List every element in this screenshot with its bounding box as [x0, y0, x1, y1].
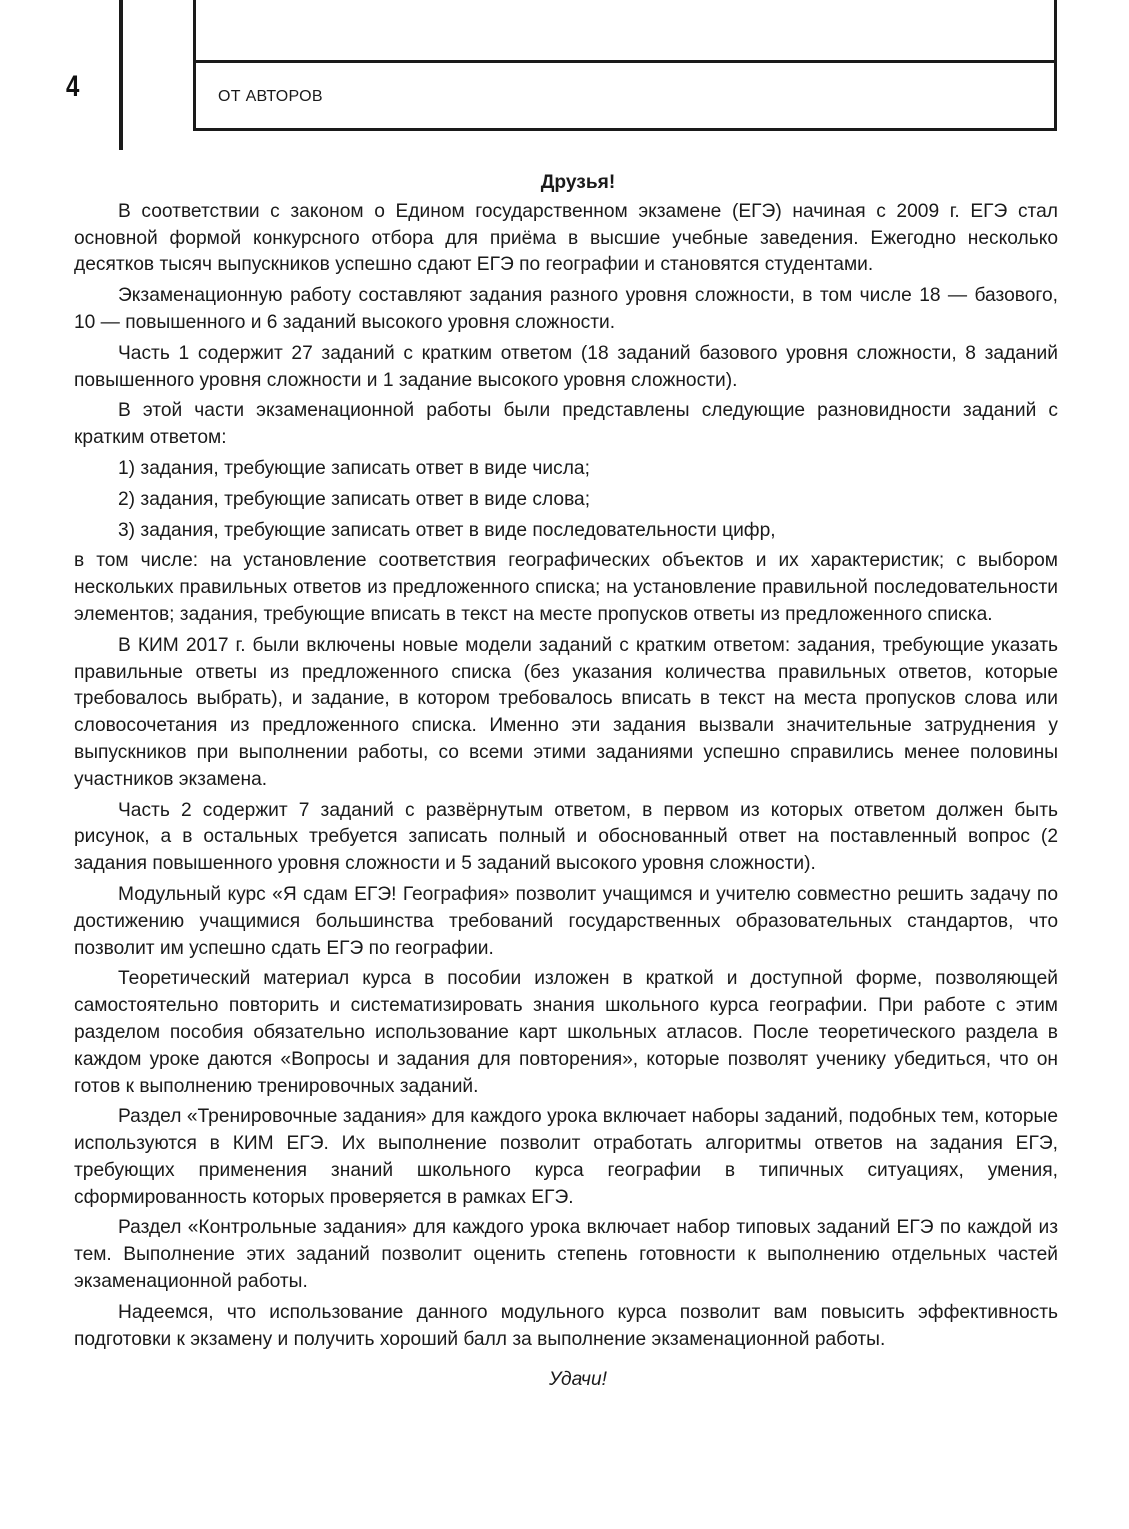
paragraph-kim-2017: В КИМ 2017 г. были включены новые модели заданий с кратким ответом: задания, требующие указать правильные ответы из предложенного списка (без указания количества правильных ответов, которые требовалось выбрать), и задание, в котором требовалось вписать в текст на места пропусков слова или словосочетания из предложенного списка. Именно эти задания вызвали значительные затруднения у выпускников при выполнении работы, со всеми этими заданиями успешно справились менее половины участников экзамена.: [74, 634, 1058, 790]
section-title: ОТ АВТОРОВ: [218, 88, 323, 105]
list-item-number: 1) задания, требующие записать ответ в виде числа;: [118, 457, 590, 479]
paragraph-course: Модульный курс «Я сдам ЕГЭ! География» позволит учащимся и учителю совместно решить задачу по достижению учащимися большинства требований государственных образовательных стандартов, что позволит им успешно сдать ЕГЭ по географии.: [74, 883, 1058, 959]
list-item-sequence: 3) задания, требующие записать ответ в виде последовательности цифр,: [118, 519, 776, 541]
header-box-divider: [196, 60, 1054, 63]
paragraph-part2: Часть 2 содержит 7 заданий с развёрнутым ответом, в первом из которых ответом должен быть рисунок, а в остальных требуется записать полный и обоснованный ответ на поставленный вопрос (2 задания повышенного уровня сложности и 5 заданий высокого уровня сложности).: [74, 799, 1058, 875]
closing: Удачи!: [549, 1369, 607, 1391]
paragraph-intro: В соответствии с законом о Едином государственном экзамене (ЕГЭ) начиная с 2009 г. ЕГЭ стал основной формой конкурсного отбора для приёма в высшие учебные заведения. Ежегодно несколько десятков тысяч выпускников успешно сдают ЕГЭ по географии и становятся студентами.: [74, 200, 1058, 276]
paragraph-structure: Экзаменационную работу составляют задания разного уровня сложности, в том числе 18 — базового, 10 — повышенного и 6 заданий высокого уровня сложности.: [74, 285, 1058, 333]
paragraph-theory: Теоретический материал курса в пособии изложен в краткой и доступной форме, позволяющей самостоятельно повторить и систематизировать знания школьного курса географии. При работе с этим разделом пособия обязательно использование карт школьных атласов. После теоретического раздела в каждом уроке даются «Вопросы и задания для повторения», которые позволят ученику убедиться, что он готов к выполнению тренировочных заданий.: [74, 968, 1058, 1097]
header-box: [193, 0, 1057, 131]
list-item-word: 2) задания, требующие записать ответ в виде слова;: [118, 488, 591, 510]
paragraph-including: в том числе: на установление соответствия географических объектов и их характеристик; с выбором нескольких правильных ответов из предложенного списка; на установление правильной последовательности элементов; задания, требующие вписать в текст на месте пропусков ответы из предложенного списка.: [74, 550, 1058, 625]
header-vertical-rule: [119, 0, 123, 150]
paragraph-conclusion: Надеемся, что использование данного модульного курса позволит вам повысить эффективность подготовки к экзамену и получить хороший балл за выполнение экзаменационной работы.: [74, 1301, 1058, 1350]
paragraph-control: Раздел «Контрольные задания» для каждого урока включает набор типовых заданий ЕГЭ по каждой из тем. Выполнение этих заданий позволит оценить степень готовности к выполнению отдельных частей экзаменационной работы.: [74, 1217, 1058, 1293]
page-content: [74, 170, 1058, 1394]
page-number: 4: [66, 70, 80, 103]
paragraph-training: Раздел «Тренировочные задания» для каждого урока включает наборы заданий, подобных тем, которые используются в КИМ ЕГЭ. Их выполнение позволит отработать алгоритмы ответов на задания ЕГЭ, требующих применения знаний школьного курса географии в типичных ситуациях, умения, сформированность которых проверяется в рамках ЕГЭ.: [74, 1106, 1058, 1208]
paragraph-part1: Часть 1 содержит 27 заданий с кратким ответом (18 заданий базового уровня сложности, 8 заданий повышенного уровня сложности и 1 задание высокого уровня сложности).: [74, 342, 1058, 391]
paragraph-task-types: В этой части экзаменационной работы были представлены следующие разновидности заданий с кратким ответом:: [74, 400, 1058, 449]
greeting: Друзья!: [540, 172, 616, 193]
